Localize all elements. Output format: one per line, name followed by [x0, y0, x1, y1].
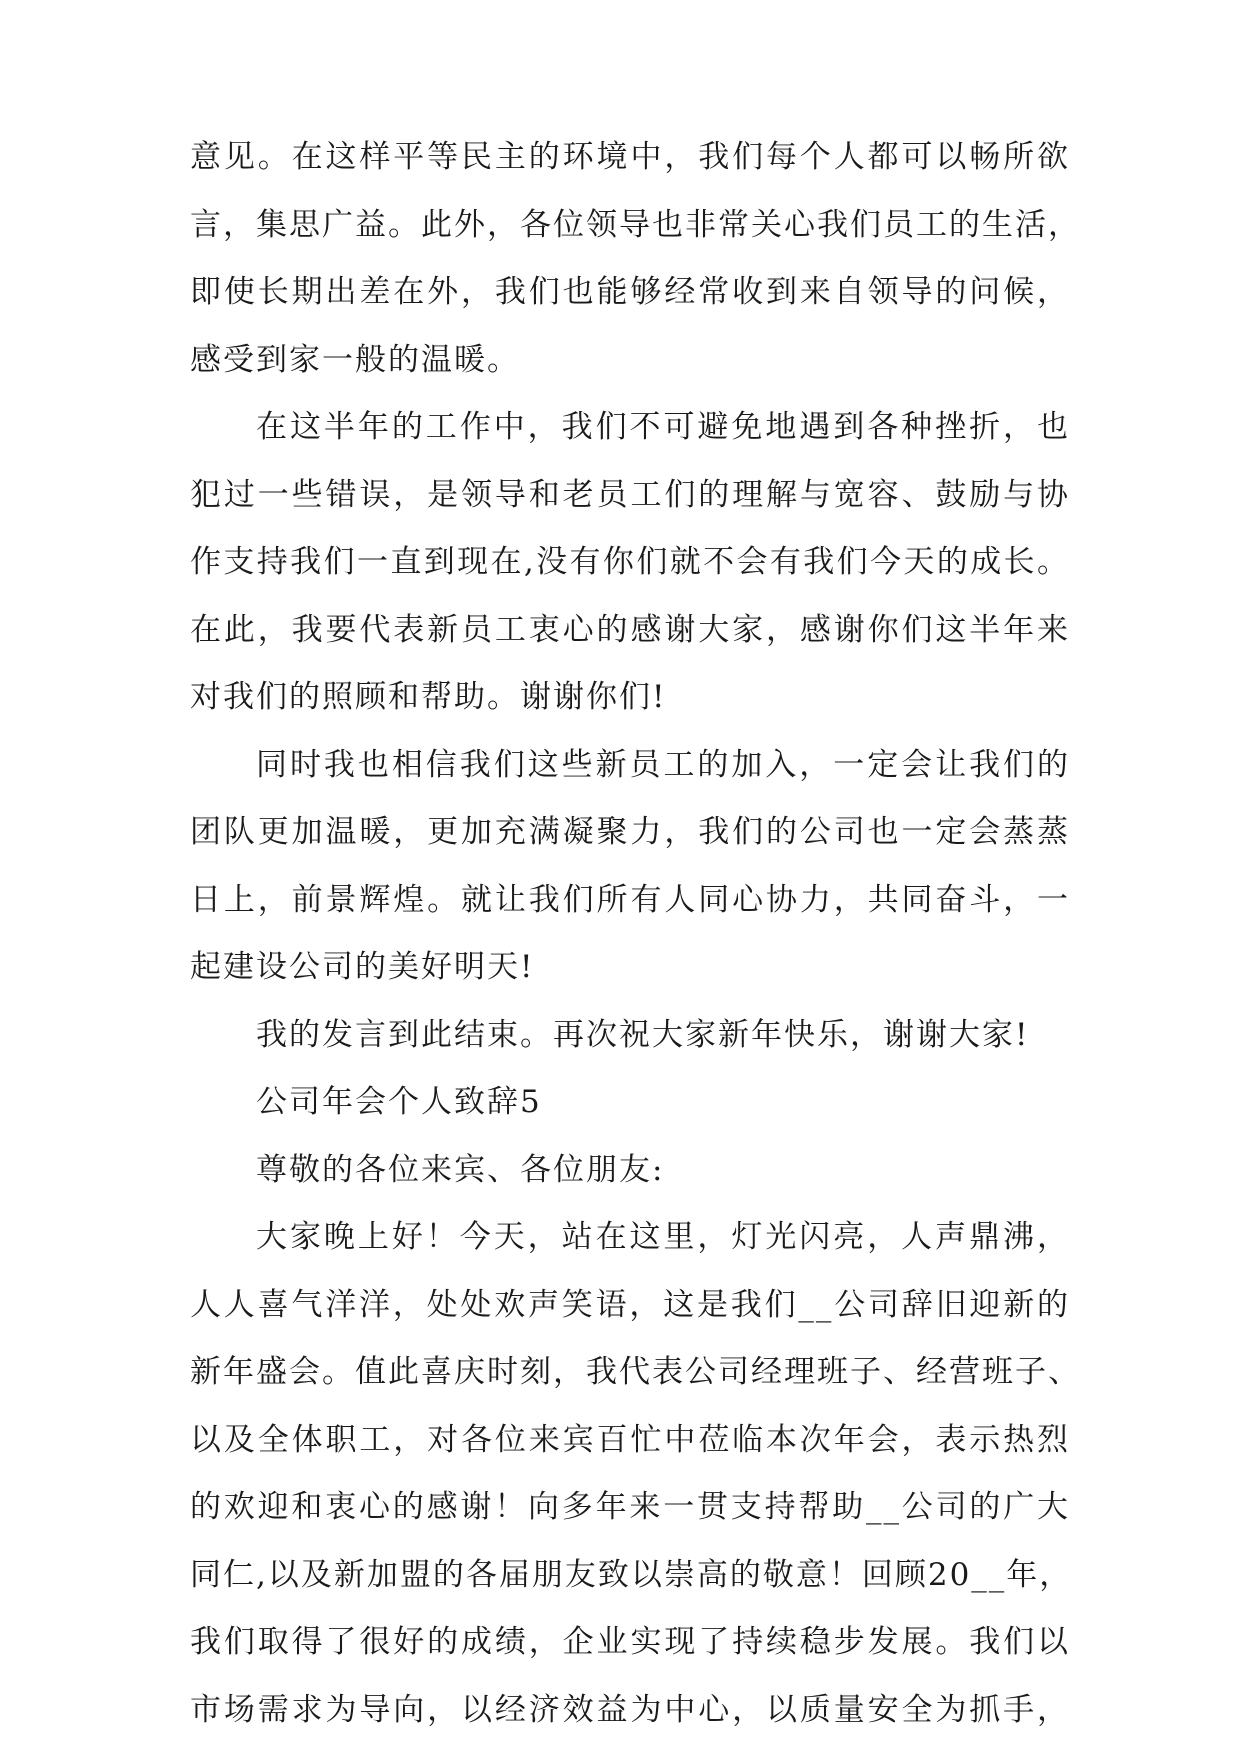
text-line-7: 作支持我们一直到现在,没有你们就不会有我们今天的成长。 — [190, 544, 1070, 580]
text-line-12: 日上，前景辉煌。就让我们所有人同心协力，共同奋斗，一 — [190, 881, 1070, 918]
text-line-6: 犯过一些错误，是领导和老员工们的理解与宽容、鼓励与协 — [190, 476, 1070, 513]
document-body — [190, 124, 1081, 1744]
text-line-17: 大家晚上好！今天，站在这里，灯光闪亮，人声鼎沸， — [256, 1219, 1070, 1255]
text-line-1: 意见。在这样平等民主的环境中，我们每个人都可以畅所欲 — [190, 139, 1070, 175]
text-line-9: 对我们的照顾和帮助。谢谢你们! — [190, 679, 667, 715]
section-heading: 公司年会个人致辞5 — [256, 1084, 542, 1120]
text-line-10: 同时我也相信我们这些新员工的加入，一定会让我们的 — [256, 746, 1070, 783]
text-line-11: 团队更加温暖，更加充满凝聚力，我们的公司也一定会蒸蒸 — [190, 814, 1070, 850]
text-line-5: 在这半年的工作中，我们不可避免地遇到各种挫折，也 — [256, 409, 1070, 445]
text-line-21: 的欢迎和衷心的感谢！向多年来一贯支持帮助__公司的广大 — [190, 1489, 1070, 1525]
text-line-8: 在此，我要代表新员工衷心的感谢大家，感谢你们这半年来 — [190, 611, 1070, 648]
text-line-19: 新年盛会。值此喜庆时刻，我代表公司经理班子、经营班子、 — [190, 1354, 1081, 1390]
text-line-4: 感受到家一般的温暖。 — [190, 341, 520, 378]
text-line-2: 言，集思广益。此外，各位领导也非常关心我们员工的生活， — [190, 206, 1081, 243]
salutation: 尊敬的各位来宾、各位朋友: — [256, 1151, 665, 1188]
text-line-24: 市场需求为导向，以经济效益为中心，以质量安全为抓手， — [190, 1691, 1070, 1728]
text-line-20: 以及全体职工，对各位来宾百忙中莅临本次年会，表示热烈 — [190, 1421, 1070, 1458]
text-line-3: 即使长期出差在外，我们也能够经常收到来自领导的问候， — [190, 274, 1070, 310]
text-line-14: 我的发言到此结束。再次祝大家新年快乐，谢谢大家! — [256, 1016, 1030, 1053]
text-line-22: 同仁,以及新加盟的各届朋友致以崇高的敬意！回顾20__年， — [190, 1556, 1073, 1593]
text-line-18: 人人喜气洋洋，处处欢声笑语，这是我们__公司辞旧迎新的 — [190, 1286, 1070, 1323]
text-line-23: 我们取得了很好的成绩，企业实现了持续稳步发展。我们以 — [190, 1624, 1070, 1660]
text-line-13: 起建设公司的美好明天! — [190, 949, 535, 985]
